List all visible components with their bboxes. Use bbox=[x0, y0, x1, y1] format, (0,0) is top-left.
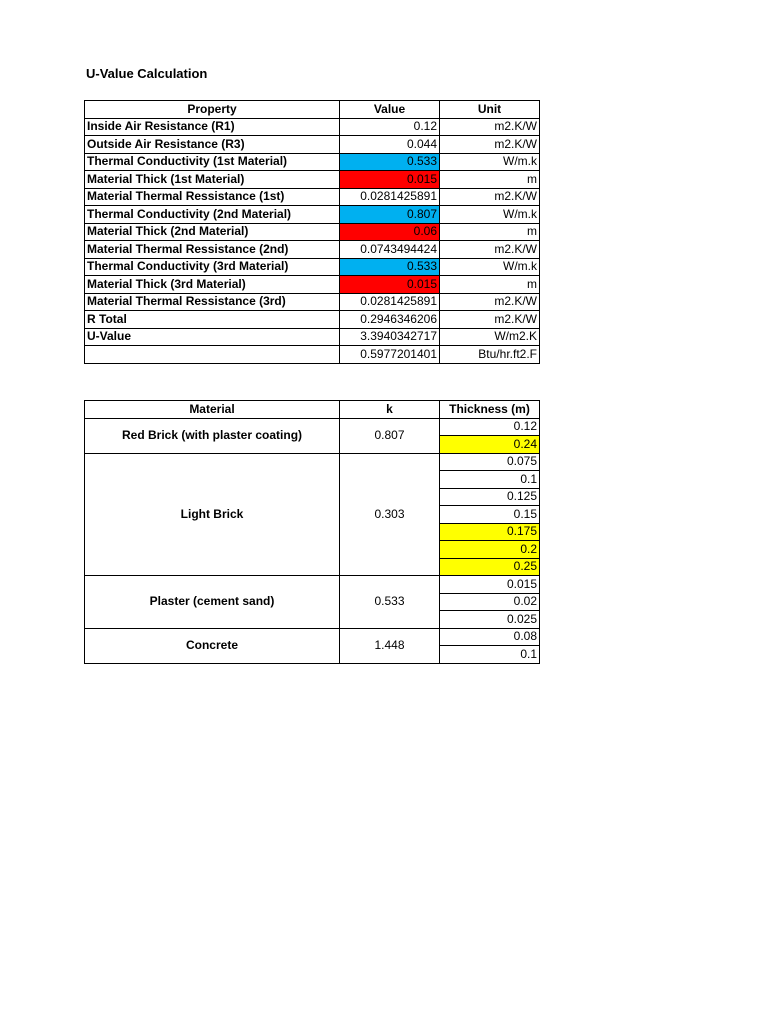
material-row bbox=[85, 453, 540, 471]
property-row bbox=[85, 223, 540, 241]
page-title: U-Value Calculation bbox=[86, 66, 208, 81]
property-table bbox=[84, 100, 540, 364]
property-row bbox=[85, 293, 540, 311]
property-row bbox=[85, 206, 540, 224]
unit-cell[interactable]: m bbox=[440, 171, 540, 189]
material-row bbox=[85, 418, 540, 436]
property-row bbox=[85, 136, 540, 154]
property-cell[interactable]: Material Thick (2nd Material) bbox=[85, 223, 340, 241]
value-header: Value bbox=[340, 101, 440, 119]
material-table-body bbox=[85, 418, 540, 663]
k-value-cell[interactable]: 0.807 bbox=[340, 418, 440, 453]
unit-header: Unit bbox=[440, 101, 540, 119]
thickness-header: Thickness (m) bbox=[440, 401, 540, 419]
property-cell[interactable]: Outside Air Resistance (R3) bbox=[85, 136, 340, 154]
k-value-cell[interactable]: 0.303 bbox=[340, 453, 440, 576]
property-row bbox=[85, 276, 540, 294]
thickness-cell[interactable]: 0.02 bbox=[440, 593, 540, 611]
value-cell[interactable]: 0.0281425891 bbox=[340, 188, 440, 206]
k-header: k bbox=[340, 401, 440, 419]
value-cell[interactable]: 0.015 bbox=[340, 171, 440, 189]
material-table-header-row bbox=[85, 401, 540, 419]
property-row bbox=[85, 328, 540, 346]
thickness-cell[interactable]: 0.025 bbox=[440, 611, 540, 629]
thickness-cell[interactable]: 0.12 bbox=[440, 418, 540, 436]
thickness-cell[interactable]: 0.1 bbox=[440, 471, 540, 489]
unit-cell[interactable]: W/m.k bbox=[440, 153, 540, 171]
property-cell[interactable]: Thermal Conductivity (2nd Material) bbox=[85, 206, 340, 224]
property-cell[interactable]: Material Thermal Ressistance (1st) bbox=[85, 188, 340, 206]
material-name-cell[interactable]: Concrete bbox=[85, 628, 340, 663]
material-table bbox=[84, 400, 540, 664]
thickness-cell[interactable]: 0.08 bbox=[440, 628, 540, 646]
unit-cell[interactable]: m2.K/W bbox=[440, 118, 540, 136]
thickness-cell[interactable]: 0.175 bbox=[440, 523, 540, 541]
property-row bbox=[85, 188, 540, 206]
property-row bbox=[85, 241, 540, 259]
value-cell[interactable]: 0.533 bbox=[340, 258, 440, 276]
unit-cell[interactable]: m bbox=[440, 223, 540, 241]
property-cell[interactable]: Thermal Conductivity (1st Material) bbox=[85, 153, 340, 171]
thickness-cell[interactable]: 0.2 bbox=[440, 541, 540, 559]
property-cell[interactable]: U-Value bbox=[85, 328, 340, 346]
k-value-cell[interactable]: 0.533 bbox=[340, 576, 440, 629]
value-cell[interactable]: 0.5977201401 bbox=[340, 346, 440, 364]
thickness-cell[interactable]: 0.25 bbox=[440, 558, 540, 576]
material-header: Material bbox=[85, 401, 340, 419]
value-cell[interactable]: 0.807 bbox=[340, 206, 440, 224]
property-cell[interactable]: Material Thermal Ressistance (2nd) bbox=[85, 241, 340, 259]
property-cell[interactable]: Material Thick (3rd Material) bbox=[85, 276, 340, 294]
property-row bbox=[85, 311, 540, 329]
property-cell[interactable]: R Total bbox=[85, 311, 340, 329]
property-cell[interactable]: Material Thermal Ressistance (3rd) bbox=[85, 293, 340, 311]
property-table-body bbox=[85, 118, 540, 363]
unit-cell[interactable]: m2.K/W bbox=[440, 136, 540, 154]
unit-cell[interactable]: W/m.k bbox=[440, 206, 540, 224]
thickness-cell[interactable]: 0.075 bbox=[440, 453, 540, 471]
value-cell[interactable]: 3.3940342717 bbox=[340, 328, 440, 346]
thickness-cell[interactable]: 0.1 bbox=[440, 646, 540, 664]
material-name-cell[interactable]: Light Brick bbox=[85, 453, 340, 576]
thickness-cell[interactable]: 0.015 bbox=[440, 576, 540, 594]
value-cell[interactable]: 0.06 bbox=[340, 223, 440, 241]
unit-cell[interactable]: W/m2.K bbox=[440, 328, 540, 346]
property-table-header-row bbox=[85, 101, 540, 119]
material-row bbox=[85, 576, 540, 594]
property-cell[interactable]: Inside Air Resistance (R1) bbox=[85, 118, 340, 136]
unit-cell[interactable]: Btu/hr.ft2.F bbox=[440, 346, 540, 364]
property-cell[interactable]: Material Thick (1st Material) bbox=[85, 171, 340, 189]
value-cell[interactable]: 0.2946346206 bbox=[340, 311, 440, 329]
k-value-cell[interactable]: 1.448 bbox=[340, 628, 440, 663]
property-row bbox=[85, 258, 540, 276]
property-row bbox=[85, 346, 540, 364]
thickness-cell[interactable]: 0.24 bbox=[440, 436, 540, 454]
property-row bbox=[85, 153, 540, 171]
value-cell[interactable]: 0.015 bbox=[340, 276, 440, 294]
value-cell[interactable]: 0.0281425891 bbox=[340, 293, 440, 311]
property-row bbox=[85, 118, 540, 136]
material-name-cell[interactable]: Red Brick (with plaster coating) bbox=[85, 418, 340, 453]
value-cell[interactable]: 0.533 bbox=[340, 153, 440, 171]
unit-cell[interactable]: W/m.k bbox=[440, 258, 540, 276]
property-row bbox=[85, 171, 540, 189]
value-cell[interactable]: 0.12 bbox=[340, 118, 440, 136]
thickness-cell[interactable]: 0.15 bbox=[440, 506, 540, 524]
unit-cell[interactable]: m bbox=[440, 276, 540, 294]
unit-cell[interactable]: m2.K/W bbox=[440, 293, 540, 311]
unit-cell[interactable]: m2.K/W bbox=[440, 241, 540, 259]
property-cell[interactable] bbox=[85, 346, 340, 364]
material-row bbox=[85, 628, 540, 646]
unit-cell[interactable]: m2.K/W bbox=[440, 311, 540, 329]
unit-cell[interactable]: m2.K/W bbox=[440, 188, 540, 206]
thickness-cell[interactable]: 0.125 bbox=[440, 488, 540, 506]
material-name-cell[interactable]: Plaster (cement sand) bbox=[85, 576, 340, 629]
property-cell[interactable]: Thermal Conductivity (3rd Material) bbox=[85, 258, 340, 276]
property-header: Property bbox=[85, 101, 340, 119]
value-cell[interactable]: 0.044 bbox=[340, 136, 440, 154]
value-cell[interactable]: 0.0743494424 bbox=[340, 241, 440, 259]
